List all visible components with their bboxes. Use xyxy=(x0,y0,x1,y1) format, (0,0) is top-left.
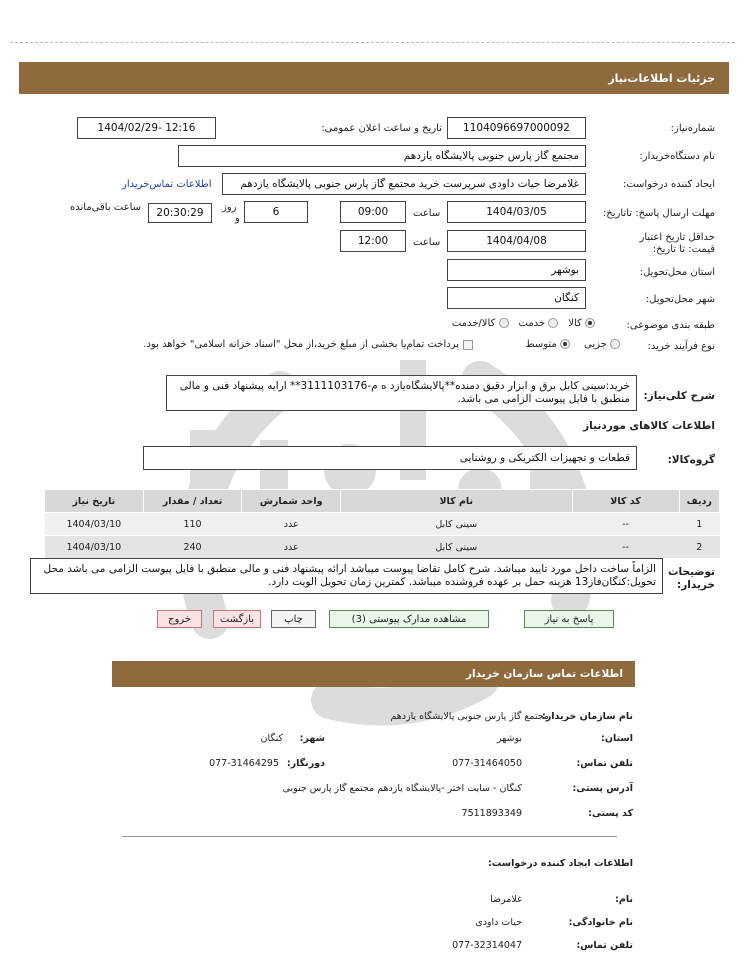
print-button[interactable]: چاپ xyxy=(271,610,316,628)
table-row: 1 -- سینی کابل عدد 110 1404/03/10 xyxy=(45,513,720,536)
col-unit: واحد شمارش xyxy=(242,490,341,513)
remaining-label: ساعت باقی‌مانده xyxy=(70,202,142,213)
back-button[interactable]: بازگشت xyxy=(213,610,261,628)
creator-first-name-value: غلامرضا xyxy=(490,894,522,905)
summary-field: خرید:سینی کابل برق و ابزار دقیق دمنده**پالایشگاه‌یازد ه م-3111103176** ارایه پیشنهاد فنی و مالی منطبق با فایل پیوست الزامی می باشد. xyxy=(166,375,637,411)
goods-table-header xyxy=(45,490,720,513)
creator-first-name-label: نام: xyxy=(615,894,633,905)
view-attachments-button[interactable]: مشاهده مدارک پیوستی (3) xyxy=(329,610,489,628)
validity-label: حداقل تاریخ اعتبار قیمت: تا تاریخ: xyxy=(639,232,715,255)
process-label: نوع فرآیند خرید: xyxy=(647,341,715,352)
category-option-service[interactable]: خدمت xyxy=(519,318,559,329)
radio-icon[interactable] xyxy=(610,339,620,349)
creator-field: غلامرضا حیات داودی سرپرست خرید مجتمع گاز پارس جنوبی پالایشگاه یازدهم xyxy=(222,173,586,195)
reply-time-label: ساعت xyxy=(413,208,441,219)
creator-phone-value: 077-32314047 xyxy=(452,940,522,951)
contact-address-label: آدرس پستی: xyxy=(572,783,633,794)
details-title: جزئیات اطلاعات‌نیاز xyxy=(608,72,715,85)
payment-note: پرداخت تمام‌یا بخشی از مبلغ خرید،از محل "اسناد خزانه اسلامی" خواهد بود. xyxy=(143,339,459,350)
payment-note-row xyxy=(143,339,473,350)
contact-fax-value: 077-31464295 xyxy=(209,758,279,769)
need-number-label: شماره‌نیاز: xyxy=(670,123,715,134)
buyer-org-field: مجتمع گاز پارس جنوبی پالایشگاه یازدهم xyxy=(178,145,586,167)
city-label: شهر محل‌تحویل: xyxy=(645,294,715,305)
contact-phone-value: 077-31464050 xyxy=(452,758,522,769)
contact-phone-label: تلفن تماس: xyxy=(576,758,633,769)
contact-fax-label: دورنگار: xyxy=(286,758,325,769)
announce-label: تاریخ و ساعت اعلان عمومی: xyxy=(321,123,442,134)
col-name: نام کالا xyxy=(340,490,572,513)
contact-postal-value: 7511893349 xyxy=(461,808,522,819)
contact-header xyxy=(112,661,635,687)
reply-deadline-label: مهلت ارسال پاسخ: تاتاریخ: xyxy=(602,208,715,219)
goods-section-title: اطلاعات کالاهای موردنیاز xyxy=(583,420,715,432)
category-label: طبقه بندی موضوعی: xyxy=(626,320,715,331)
goods-table xyxy=(44,489,720,559)
col-qty: تعداد / مقدار xyxy=(143,490,242,513)
process-option-small[interactable]: جزیی xyxy=(584,339,620,350)
exit-button[interactable]: خروج xyxy=(157,610,202,628)
contact-postal-label: کد پستی: xyxy=(588,808,633,819)
reply-button[interactable]: پاسخ به نیاز xyxy=(524,610,614,628)
buyer-notes-label: توضیحات خریدار: xyxy=(667,566,715,591)
province-field: بوشهر xyxy=(447,259,586,281)
summary-label: شرح کلی‌نیاز: xyxy=(643,390,715,402)
validity-time-label: ساعت xyxy=(413,237,441,248)
category-option-goods[interactable]: کالا xyxy=(568,318,595,329)
top-divider xyxy=(10,42,735,43)
radio-selected-icon[interactable] xyxy=(560,339,570,349)
reply-date-field: 1404/03/05 xyxy=(447,201,586,223)
process-radio-group xyxy=(525,339,620,350)
buyer-org-label: نام دستگاه‌خریدار: xyxy=(639,151,715,162)
announce-field: 1404/02/29- 12:16 xyxy=(77,117,216,139)
creator-label: ایجاد کننده درخواست: xyxy=(622,179,715,190)
need-number-field: 1104096697000092 xyxy=(447,117,586,139)
days-label: روز xyxy=(222,202,237,213)
col-date: تاریخ نیاز xyxy=(45,490,144,513)
contact-province-value: بوشهر xyxy=(496,733,522,744)
contact-city-label: شهر: xyxy=(299,733,325,744)
goods-group-label: گروه‌کالا: xyxy=(667,454,715,466)
col-code: کد کالا xyxy=(572,490,679,513)
radio-selected-icon[interactable] xyxy=(585,318,595,328)
days-suffix: و xyxy=(235,213,240,224)
province-label: استان محل‌تحویل: xyxy=(639,267,715,278)
days-field: 6 xyxy=(244,201,308,223)
validity-time-field: 12:00 xyxy=(340,230,406,252)
contact-address-value: کنگان - سایت اختر -پالایشگاه یازدهم مجتمع گاز پارس جنوبی xyxy=(282,783,522,794)
category-option-both[interactable]: کالا/خدمت xyxy=(452,318,509,329)
goods-group-field: قطعات و تجهیزات الکتریکی و روشنایی xyxy=(143,446,637,470)
contact-title: اطلاعات تماس سازمان خریدار xyxy=(466,668,623,680)
creator-phone-label: تلفن تماس: xyxy=(576,940,633,951)
city-field: کنگان xyxy=(447,287,586,309)
creator-section-title: اطلاعات ایجاد کننده درخواست: xyxy=(487,858,633,869)
contact-province-label: استان: xyxy=(601,733,633,744)
radio-icon[interactable] xyxy=(548,318,558,328)
buyer-notes-field: الزاماً ساخت داخل مورد تایید میباشد. شرح کامل تقاضا پیوست میباشد ارائه پیشنهاد فنی و مالی منطبق با فایل پیوست الزامی می باشد محل تحویل:کنگان‌فاز13 هزینه حمل بر عهده فروشنده میباشد. کمترین زمان تحویل الویت دارد. xyxy=(30,558,663,594)
contact-city-value: کنگان xyxy=(260,733,283,744)
contact-divider xyxy=(122,836,617,837)
radio-icon[interactable] xyxy=(499,318,509,328)
creator-last-name-value: حیات داودی xyxy=(475,917,522,928)
details-header xyxy=(19,62,729,94)
contact-org-label: نام سازمان خریدار: xyxy=(542,711,633,722)
table-row: 2 -- سینی کابل عدد 240 1404/03/10 xyxy=(45,536,720,559)
payment-checkbox[interactable] xyxy=(463,340,473,350)
reply-time-field: 09:00 xyxy=(340,201,406,223)
category-radio-group xyxy=(452,318,595,329)
process-option-medium[interactable]: متوسط xyxy=(525,339,570,350)
col-row: ردیف xyxy=(679,490,720,513)
remaining-time-field: 20:30:29 xyxy=(148,203,212,223)
contact-org-value: مجتمع گاز پارس جنوبی پالایشگاه یازدهم xyxy=(390,711,549,722)
validity-date-field: 1404/04/08 xyxy=(447,230,586,252)
creator-last-name-label: نام خانوادگی: xyxy=(568,917,633,928)
buyer-contact-link[interactable]: اطلاعات تماس‌خریدار xyxy=(122,179,212,190)
